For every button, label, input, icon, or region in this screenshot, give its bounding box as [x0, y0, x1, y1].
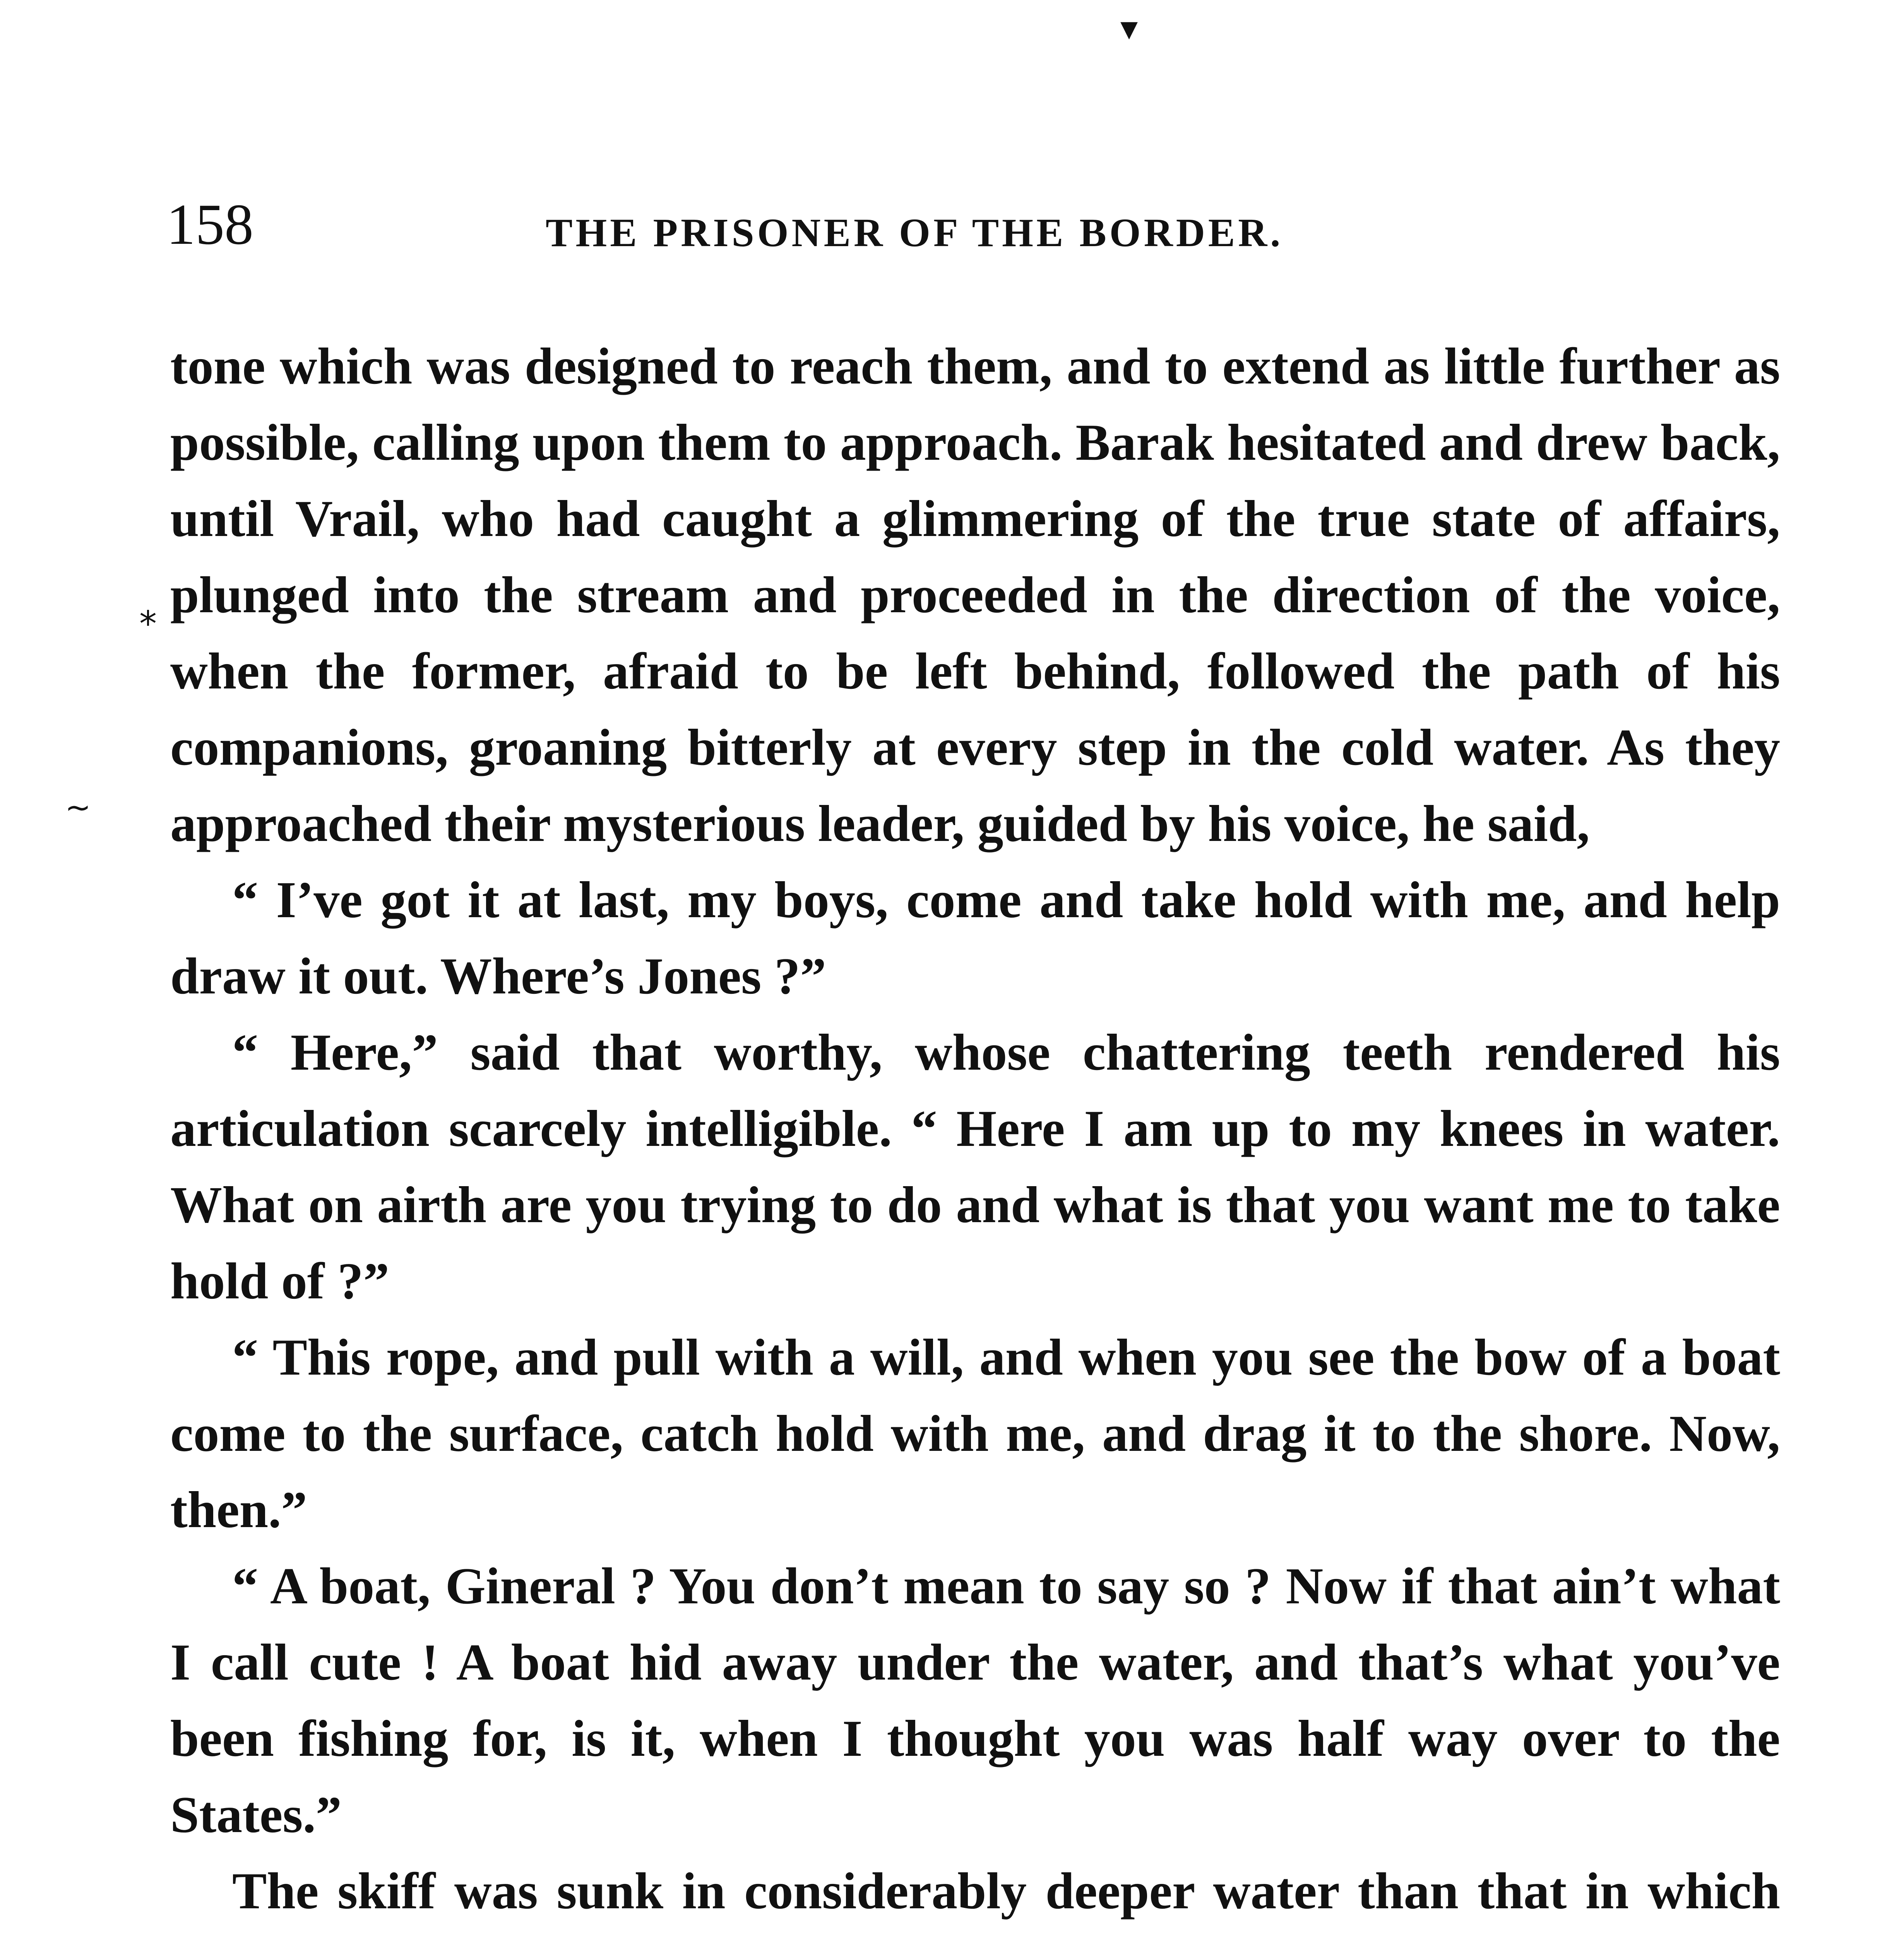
- body-text: [170, 328, 1780, 1935]
- running-title: THE PRISONER OF THE BORDER.: [546, 211, 1284, 255]
- paragraph: “ A boat, Gineral ? You don’t mean to say so ? Now if that ain’t what I call cute ! A boat hid away under the water, and that’s what you’ve been fishing for, is it, when I thought you was half way over to the States.”: [170, 1557, 1780, 1843]
- page-number: 158: [166, 192, 253, 257]
- printers-mark: ▾: [1120, 8, 1138, 48]
- paragraph: The skiff was sunk in considerably deeper water than that in which: [232, 1862, 1780, 1920]
- paragraph: “ Here,” said that worthy, whose chattering teeth rendered his articulation scarcely intelligible. “ Here I am up to my knees in water. What on airth are you trying to do and what is that you want me to take hold of ?”: [170, 1024, 1780, 1310]
- paragraph: “ I’ve got it at last, my boys, come and take hold with me, and help draw it out. Where’s Jones ?”: [170, 871, 1780, 1005]
- margin-dash: ~: [65, 789, 91, 825]
- running-header: [166, 186, 1776, 263]
- paragraph: “ This rope, and pull with a will, and when you see the bow of a boat come to the surface, catch hold with me, and drag it to the shore. Now, then.”: [170, 1329, 1780, 1538]
- paragraph: tone which was designed to reach them, and to extend as little further as possible, calling upon them to approach. Barak hesitated and drew back, until Vrail, who had caught a glimmering of the true state of affairs, plunged into the stream and proceeded in the direction of the voice, when the former, afraid to be left behind, followed the path of his companions, groaning bitterly at every step in the cold water. As they approached their mysterious leader, guided by his voice, he said,: [170, 337, 1780, 852]
- margin-asterisk: *: [139, 604, 157, 644]
